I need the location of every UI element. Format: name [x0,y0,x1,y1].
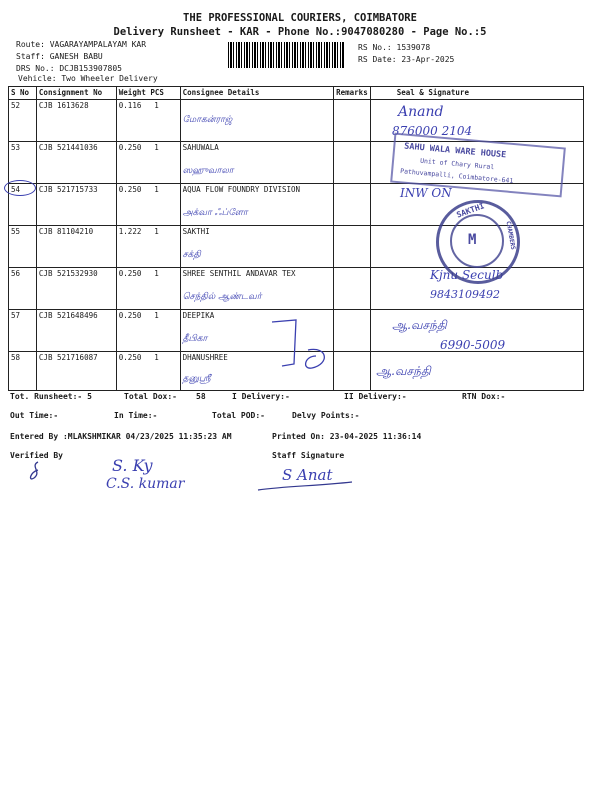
row-remarks [334,100,371,142]
total-runsheet: Tot. Runsheet:- 5 [10,392,92,401]
rs-number: RS No.: 1539078 [358,43,431,52]
row-consignee: SAKTHI சக்தி [180,226,333,268]
row-sno: 52 [9,100,37,142]
row-sno: 58 [9,352,37,391]
col-remarks: Remarks [334,87,371,100]
remarks-scribble [268,316,338,376]
row-weight: 0.250 [116,142,152,184]
circular-seal-inner [450,214,504,268]
total-dox-label: Total Dox:- [124,392,177,401]
i-delivery: I Delivery:- [232,392,290,401]
total-pod: Total POD:- [212,411,265,420]
stamp-line1: SAHU WALA WARE HOUSE [403,141,507,161]
row-weight: 1.222 [116,226,152,268]
row-pcs: 1 [152,142,180,184]
runsheet-subtitle: Delivery Runsheet - KAR - Phone No.:9047080280 - Page No.:5 [113,26,487,38]
row-sno: 55 [9,226,37,268]
row-consignment: CJB 521441036 [36,142,116,184]
row-remarks [334,352,371,391]
handwritten-name: மோகன்ராஜ் [182,115,233,125]
stamp-line2: Unit of Chary Rural [419,156,495,172]
row-consignment: CJB 521715733 [36,184,116,226]
signature-row57-number: 6990-5009 [440,338,506,352]
signature-row58: ஆ.வசந்தி [376,364,431,378]
col-seal-signature: Seal & Signature [370,87,583,100]
row-pcs: 1 [152,352,180,391]
row-sno: 53 [9,142,37,184]
drs-label: DRS No.: DCJB153907805 [16,64,122,73]
col-consignment: Consignment No [36,87,116,100]
stamp-inw: INW ON [400,186,452,200]
seal-top-text: SAKTHI [455,201,486,220]
row-remarks [334,142,371,184]
handwritten-name: அக்வா ஃப்ளோ [182,208,248,218]
signature-row52-number: 876000 2104 [392,124,473,138]
total-dox-value: 58 [196,392,206,401]
row-consignment: CJB 521648496 [36,310,116,352]
handwritten-name: செந்தில் ஆண்டவர் [182,292,262,302]
circle-mark [4,180,36,196]
row-weight: 0.250 [116,184,152,226]
handwritten-name: ஸஹுவாலா [182,166,234,176]
col-weight-pcs: Weight PCS [116,87,180,100]
out-time: Out Time:- [10,411,59,420]
delvy-points: Delvy Points:- [292,411,360,420]
row-weight: 0.250 [116,352,152,391]
col-sno: S No [9,87,37,100]
verifier-signature: S. Ky [112,456,153,475]
signature-row56: Kjnu Seculb [430,268,504,282]
staff-signature: S Anat [282,466,333,484]
table-header-row [9,87,584,100]
row-remarks [334,226,371,268]
signature-row57: ஆ.வசந்தி [392,318,447,332]
signature-row52: Anand [398,104,444,120]
staff-signature-label: Staff Signature [272,451,345,460]
row-consignee [180,100,333,142]
signature-row56-number: 9843109492 [430,288,500,301]
barcode [228,42,344,68]
staff-signature-underline [256,480,356,494]
table-row [9,100,584,142]
verified-mark [26,460,46,484]
ii-delivery: II Delivery:- [344,392,407,401]
row-consignment: CJB 81104210 [36,226,116,268]
verified-by-label: Verified By [10,451,63,460]
row-consignment: CJB 1613628 [36,100,116,142]
stamp-line3: Pathuvampalli, Coimbatore-641 [399,167,514,185]
row-consignee: SHREE SENTHIL ANDAVAR TEX செந்தில் ஆண்டவர் [180,268,333,310]
company-title: THE PROFESSIONAL COURIERS, COIMBATORE [183,12,417,24]
verifier-name: C.S. kumar [106,476,185,492]
row-consignee: DHANUSHREE தனுஸ்ரீ [180,352,333,391]
row-weight: 0.250 [116,310,152,352]
handwritten-name: தீபிகா [182,334,208,344]
route-label: Route: VAGARAYAMPALAYAM KAR [16,40,147,49]
seal-side-text: CHAMBERS [504,220,517,251]
vehicle-label: Vehicle: Two Wheeler Delivery [18,74,158,83]
seal-center-text: M [468,232,477,248]
in-time: In Time:- [114,411,158,420]
rtn-dox: RTN Dox:- [462,392,506,401]
row-remarks [334,184,371,226]
row-sno: 57 [9,310,37,352]
row-sno: 56 [9,268,37,310]
row-consignment: CJB 521532930 [36,268,116,310]
entered-by: Entered By :MLAKSHMIKAR 04/23/2025 11:35:23 AM [10,432,232,441]
row-consignment: CJB 521716087 [36,352,116,391]
row-remarks [334,268,371,310]
row-pcs: 1 [152,310,180,352]
row-consignee: AQUA FLOW FOUNDRY DIVISION அக்வா ஃப்ளோ [180,184,333,226]
row-remarks [334,310,371,352]
printed-on: Printed On: 23-04-2025 11:36:14 [272,432,422,441]
handwritten-name: தனுஸ்ரீ [182,374,211,384]
handwritten-name: சக்தி [182,250,201,260]
row-pcs: 1 [152,100,180,142]
row-pcs: 1 [152,184,180,226]
row-weight: 0.116 [116,100,152,142]
row-consignee: SAHUWALA ஸஹுவாலா [180,142,333,184]
col-consignee: Consignee Details [180,87,333,100]
row-sno: 54 [9,184,37,226]
row-pcs: 1 [152,268,180,310]
row-weight: 0.250 [116,268,152,310]
staff-label: Staff: GANESH BABU [16,52,103,61]
row-pcs: 1 [152,226,180,268]
row-consignee: DEEPIKA தீபிகா [180,310,333,352]
rs-date: RS Date: 23-Apr-2025 [358,55,455,64]
